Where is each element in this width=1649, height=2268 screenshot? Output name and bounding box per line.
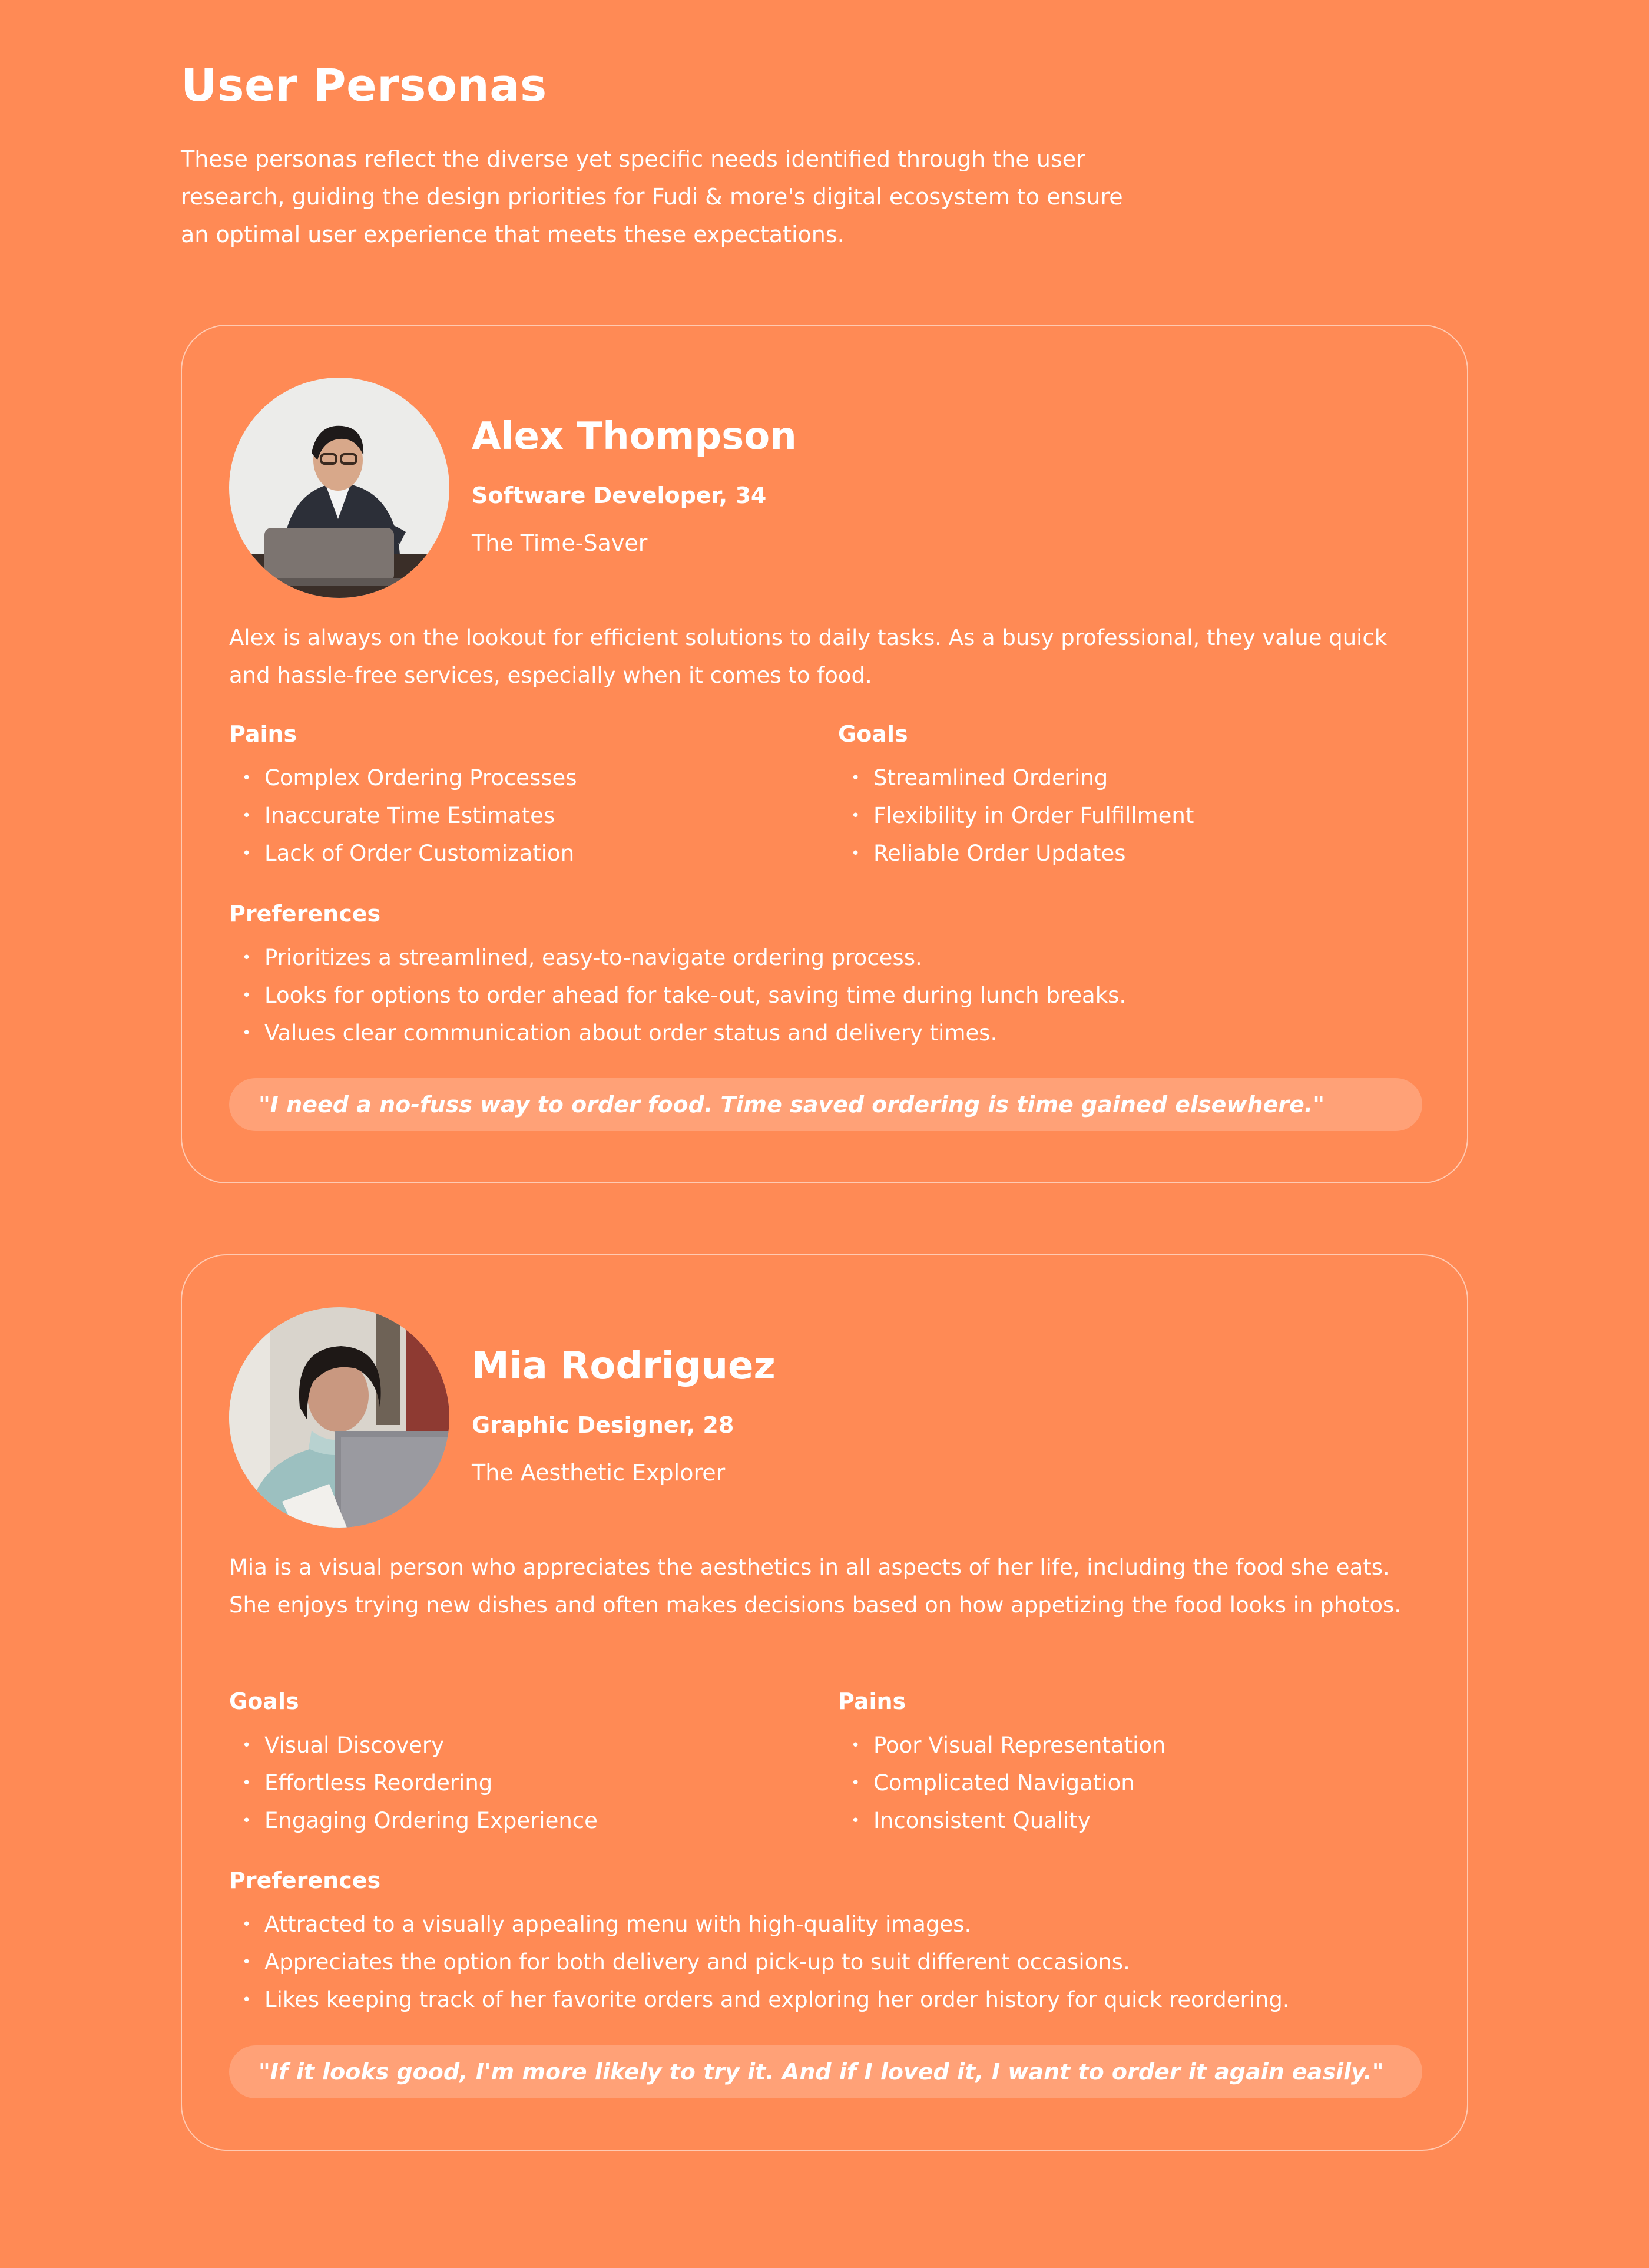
persona-archetype: The Time-Saver <box>472 530 648 556</box>
list-item: • Streamlined Ordering <box>838 759 1194 797</box>
list-item: • Attracted to a visually appealing menu with high-quality images. <box>229 1906 1290 1943</box>
list-item: • Flexibility in Order Fulfillment <box>838 797 1194 835</box>
goals-heading: Goals <box>838 721 908 747</box>
list-item: • Lack of Order Customization <box>229 835 577 872</box>
persona-role: Graphic Designer, 28 <box>472 1412 734 1438</box>
list-item: • Inaccurate Time Estimates <box>229 797 577 835</box>
goals-heading: Goals <box>229 1688 299 1714</box>
pains-heading: Pains <box>838 1688 906 1714</box>
preferences-list <box>229 939 1126 1052</box>
list-item: • Visual Discovery <box>229 1727 598 1764</box>
list-item: • Likes keeping track of her favorite orders and exploring her order history for quick reordering. <box>229 1981 1290 2019</box>
preferences-list <box>229 1906 1290 2019</box>
persona-archetype: The Aesthetic Explorer <box>472 1460 726 1486</box>
list-item: • Complicated Navigation <box>838 1764 1165 1802</box>
list-item: • Inconsistent Quality <box>838 1802 1165 1840</box>
preferences-heading: Preferences <box>229 901 381 927</box>
persona-bio: Mia is a visual person who appreciates the aesthetics in all aspects of her life, including the food she eats. She enjoys trying new dishes and often makes decisions based on how appetizing the food looks in photos. <box>229 1555 1401 1618</box>
persona-bio: Alex is always on the lookout for efficient solutions to daily tasks. As a busy professional, they value quick and hassle-free services, especially when it comes to food. <box>229 625 1388 688</box>
goals-list <box>229 1727 598 1840</box>
list-item: • Engaging Ordering Experience <box>229 1802 598 1840</box>
persona-card-mia <box>181 1254 1468 2151</box>
page-title: User Personas <box>181 59 547 111</box>
intro-paragraph: These personas reflect the diverse yet specific needs identified through the user research, guiding the design priorities for Fudi & more's digital ecosystem to ensure an optimal user experience that meets these expectations. <box>181 146 1123 247</box>
persona-name: Alex Thompson <box>472 415 797 458</box>
pains-heading: Pains <box>229 721 297 747</box>
list-item: • Complex Ordering Processes <box>229 759 577 797</box>
avatar-mia <box>229 1307 449 1528</box>
list-item: • Reliable Order Updates <box>838 835 1194 872</box>
avatar-alex <box>229 378 449 598</box>
list-item: • Values clear communication about order status and delivery times. <box>229 1014 1126 1052</box>
persona-quote: "If it looks good, I'm more likely to try it. And if I loved it, I want to order it again easily." <box>229 2045 1422 2098</box>
avatar-photo-man-laptop <box>229 378 449 598</box>
list-item: • Poor Visual Representation <box>838 1727 1165 1764</box>
list-item: • Effortless Reordering <box>229 1764 598 1802</box>
list-item: • Prioritizes a streamlined, easy-to-navigate ordering process. <box>229 939 1126 977</box>
persona-quote: "I need a no-fuss way to order food. Time saved ordering is time gained elsewhere." <box>229 1078 1422 1131</box>
goals-list <box>838 759 1194 872</box>
avatar-photo-woman-laptop <box>229 1307 449 1528</box>
persona-role: Software Developer, 34 <box>472 482 767 508</box>
persona-name: Mia Rodriguez <box>472 1344 776 1388</box>
list-item: • Appreciates the option for both delivery and pick-up to suit different occasions. <box>229 1943 1290 1981</box>
pains-list <box>838 1727 1165 1840</box>
pains-list <box>229 759 577 872</box>
persona-card-alex <box>181 325 1468 1183</box>
preferences-heading: Preferences <box>229 1867 381 1893</box>
list-item: • Looks for options to order ahead for take-out, saving time during lunch breaks. <box>229 977 1126 1014</box>
